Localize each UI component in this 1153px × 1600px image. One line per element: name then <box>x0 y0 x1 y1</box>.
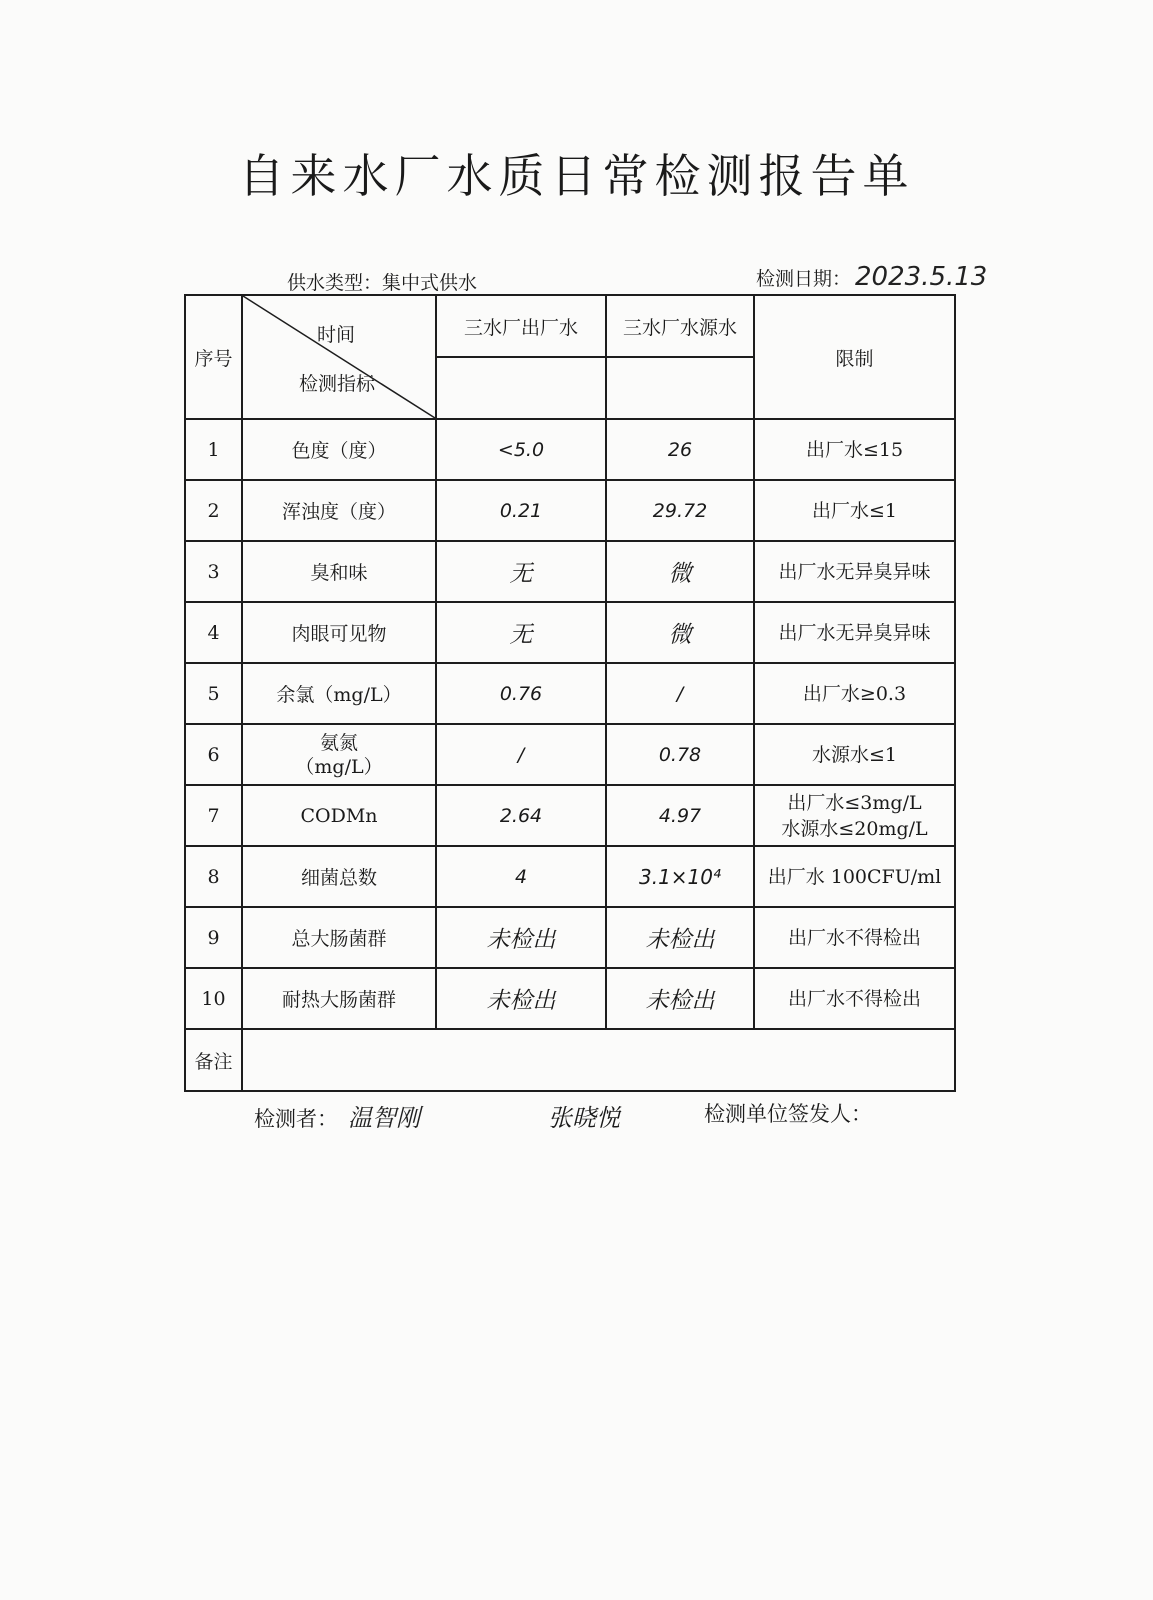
source-value: 0.78 <box>606 724 754 785</box>
row-number: 8 <box>185 846 242 907</box>
tester-label: 检测者： <box>254 1107 338 1131</box>
row-limit: 出厂水无异臭异味 <box>754 602 955 663</box>
col-source-header: 三水厂水源水 <box>606 295 754 357</box>
col-outlet-subheader <box>436 357 606 419</box>
outlet-value: 0.21 <box>436 480 606 541</box>
outlet-value: 未检出 <box>436 907 606 968</box>
source-value: 未检出 <box>606 907 754 968</box>
row-indicator: CODMn <box>242 785 436 846</box>
row-limit: 出厂水≤3mg/L 水源水≤20mg/L <box>754 785 955 846</box>
row-limit: 出厂水≤1 <box>754 480 955 541</box>
row-number: 6 <box>185 724 242 785</box>
source-value: 微 <box>606 541 754 602</box>
time-header: 时间 <box>317 324 356 346</box>
row-indicator: 氨氮 （mg/L） <box>242 724 436 785</box>
source-value: / <box>606 663 754 724</box>
table-row <box>185 785 955 846</box>
col-source-subheader <box>606 357 754 419</box>
row-limit: 水源水≤1 <box>754 724 955 785</box>
source-value: 29.72 <box>606 480 754 541</box>
limit-header: 限制 <box>754 295 955 419</box>
table-row <box>185 907 955 968</box>
row-limit: 出厂水≥0.3 <box>754 663 955 724</box>
row-number: 5 <box>185 663 242 724</box>
source-value: 26 <box>606 419 754 480</box>
row-limit: 出厂水不得检出 <box>754 907 955 968</box>
row-number: 3 <box>185 541 242 602</box>
signer-label: 检测单位签发人： <box>704 1102 872 1126</box>
row-limit: 出厂水≤15 <box>754 419 955 480</box>
seq-header: 序号 <box>185 295 242 419</box>
row-limit: 出厂水 100CFU/ml <box>754 846 955 907</box>
outlet-value: 无 <box>436 541 606 602</box>
row-number: 7 <box>185 785 242 846</box>
supply-type: 供水类型：集中式供水 <box>287 272 478 294</box>
row-indicator: 色度（度） <box>242 419 436 480</box>
row-number: 1 <box>185 419 242 480</box>
water-quality-table <box>184 294 956 1092</box>
outlet-value: 4 <box>436 846 606 907</box>
second-signature: 张晓悦 <box>548 1104 620 1132</box>
row-limit: 出厂水无异臭异味 <box>754 541 955 602</box>
table-row <box>185 968 955 1029</box>
diagonal-header-cell <box>242 295 436 419</box>
table-row <box>185 541 955 602</box>
source-value: 微 <box>606 602 754 663</box>
outlet-value: <5.0 <box>436 419 606 480</box>
table-row <box>185 480 955 541</box>
source-value: 未检出 <box>606 968 754 1029</box>
row-indicator: 臭和味 <box>242 541 436 602</box>
table-row <box>185 419 955 480</box>
row-indicator: 肉眼可见物 <box>242 602 436 663</box>
test-date <box>756 262 987 292</box>
row-indicator: 耐热大肠菌群 <box>242 968 436 1029</box>
table-row <box>185 602 955 663</box>
outlet-value: 2.64 <box>436 785 606 846</box>
row-indicator: 总大肠菌群 <box>242 907 436 968</box>
outlet-value: 未检出 <box>436 968 606 1029</box>
outlet-value: 无 <box>436 602 606 663</box>
row-number: 9 <box>185 907 242 968</box>
indicator-header: 检测指标 <box>299 373 376 395</box>
row-number: 10 <box>185 968 242 1029</box>
row-indicator: 细菌总数 <box>242 846 436 907</box>
row-limit: 出厂水不得检出 <box>754 968 955 1029</box>
test-date-label: 检测日期： <box>756 268 852 290</box>
outlet-value: / <box>436 724 606 785</box>
row-indicator: 余氯（mg/L） <box>242 663 436 724</box>
test-date-value: 2023.5.13 <box>855 262 988 292</box>
table-row <box>185 846 955 907</box>
note-label: 备注 <box>185 1029 242 1091</box>
table-row <box>185 663 955 724</box>
diagonal-line <box>243 296 435 418</box>
col-outlet-header: 三水厂出厂水 <box>436 295 606 357</box>
row-indicator: 浑浊度（度） <box>242 480 436 541</box>
table-row <box>185 724 955 785</box>
note-content <box>242 1029 955 1091</box>
outlet-value: 0.76 <box>436 663 606 724</box>
source-value: 4.97 <box>606 785 754 846</box>
note-row <box>185 1029 955 1091</box>
report-title: 自来水厂水质日常检测报告单 <box>238 149 915 203</box>
row-number: 4 <box>185 602 242 663</box>
tester-line <box>254 1098 420 1133</box>
row-number: 2 <box>185 480 242 541</box>
source-value: 3.1×10⁴ <box>606 846 754 907</box>
tester-signature: 温智刚 <box>348 1104 420 1132</box>
